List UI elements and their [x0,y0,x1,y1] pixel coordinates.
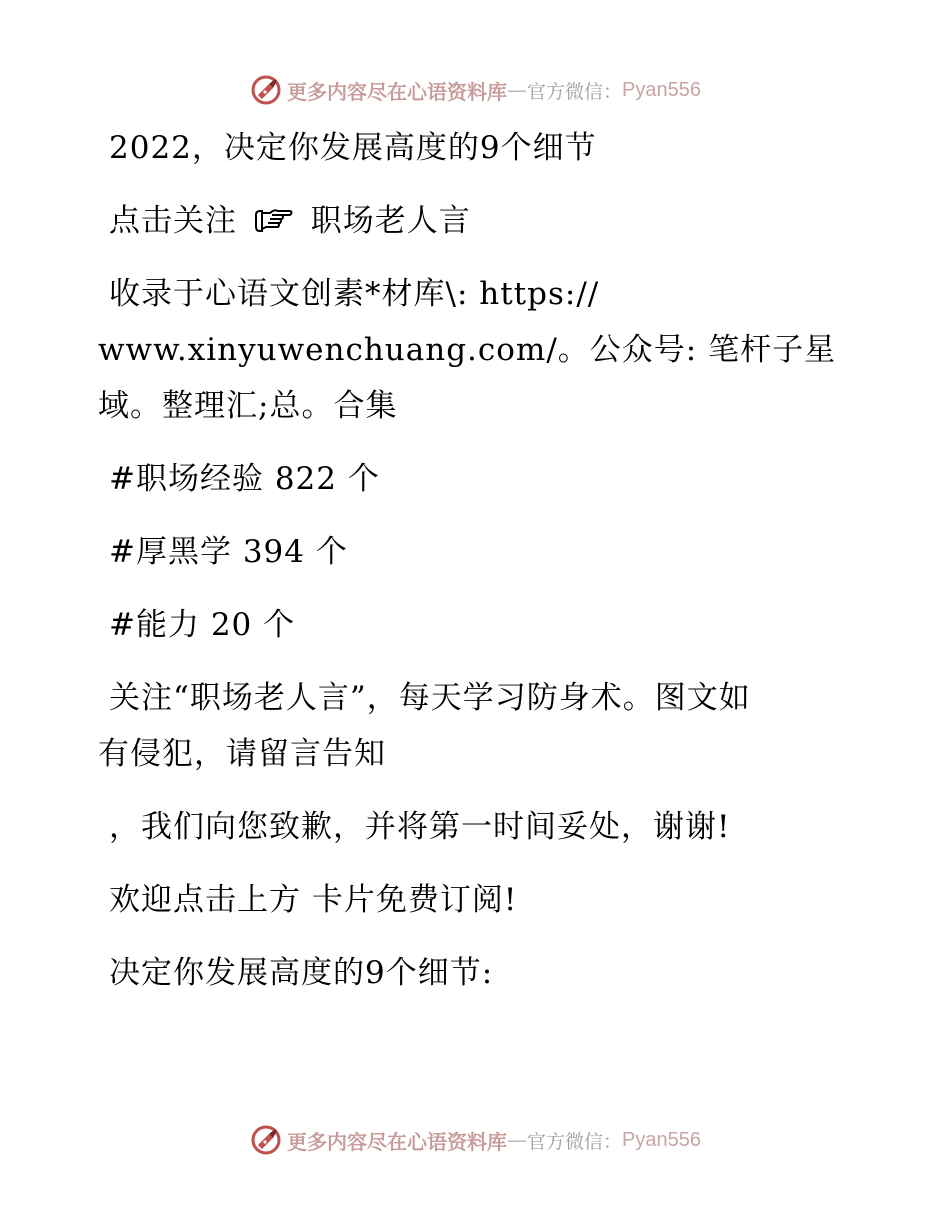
footer-watermark-banner [0,1120,950,1160]
pen-nib-logo-icon [249,1123,283,1157]
welcome-line: 欢迎点击上方 卡片免费订阅! [109,882,518,918]
source-line-2: www.xinyuwenchuang.com/。公众号: 笔杆子星 [98,332,837,368]
document-title: 2022，决定你发展高度的9个细节 [109,130,597,166]
section-heading: 决定你发展高度的9个细节: [109,955,494,991]
document-body [98,120,858,1018]
banner-wechat-id: Pyan556 [622,78,701,101]
banner-wechat-id: Pyan556 [622,1128,701,1151]
tag-thick-black: #厚黑学 394 个 [109,534,348,570]
banner-dash: — [507,1128,527,1152]
notice-line-2: 有侵犯，请留言告知 [98,736,386,772]
follow-line [98,193,858,249]
banner-wechat-label: 官方微信： [527,1130,623,1153]
pointing-hand-icon [252,207,294,235]
banner-main-text: 更多内容尽在心语资料库 [287,79,507,104]
banner-main-text: 更多内容尽在心语资料库 [287,1129,507,1154]
follow-account: 职场老人言 [310,203,471,239]
pen-nib-logo-icon [249,73,283,107]
source-line-1: 收录于心语文创素*材库\: https:// [109,276,600,312]
header-watermark-banner [0,70,950,110]
apology-line: ，我们向您致歉，并将第一时间妥处，谢谢! [109,809,731,845]
follow-prefix: 点击关注 [109,203,237,239]
source-line-3: 域。整理汇;总。合集 [98,388,398,424]
notice-line-1: 关注“职场老人言”，每天学习防身术。图文如 [109,680,751,716]
banner-wechat-label: 官方微信： [527,80,623,103]
tag-workplace-experience: #职场经验 822 个 [109,461,380,497]
tag-ability: #能力 20 个 [109,607,296,643]
banner-dash: — [507,78,527,102]
